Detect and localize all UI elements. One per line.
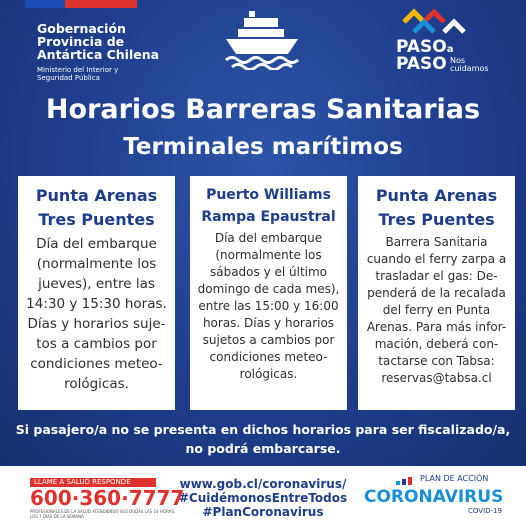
gov-line-3: Antártica Chilena xyxy=(37,47,160,62)
paso-a-paso-logo xyxy=(378,6,508,86)
card-body-line: Día del embarque xyxy=(36,236,157,252)
card-body-line: (normalmente los xyxy=(36,256,157,272)
hashtag-plan-coronavirus[interactable]: #PlanCoronavirus xyxy=(202,505,324,519)
card-title xyxy=(358,184,515,232)
card-body-line: tactarse con Tabsa: xyxy=(378,354,495,368)
card-body-line: domingo de cada mes), xyxy=(197,282,340,296)
card-body-line: entre las 15:00 y 16:00 xyxy=(198,299,339,313)
card-body-line: sábados y el último xyxy=(209,265,328,279)
card-body-line: Barrera Sanitaria xyxy=(385,235,488,249)
phone-number[interactable]: 600·360·7777 xyxy=(30,486,185,510)
page-title: Horarios Barreras Sanitarias xyxy=(45,94,481,125)
card-body-line: condiciones meteo- xyxy=(209,350,328,364)
card-body xyxy=(190,230,347,383)
card-body-line: tos a cambios por xyxy=(36,336,157,352)
note-line: Si pasajero/a no se presenta en dichos horarios para ser fiscalizado/a, xyxy=(15,422,511,437)
card-body-line: (normalmente los xyxy=(215,248,322,262)
gov-title xyxy=(37,22,159,61)
card-title xyxy=(18,184,175,232)
gov-sub-line-2: Seguridad Pública xyxy=(37,74,100,82)
footer-links xyxy=(170,477,356,519)
schedule-card-punta-arenas-1 xyxy=(18,176,175,410)
card-body-line: rológicas. xyxy=(64,376,129,392)
card-body-line: del ferry en Punta xyxy=(382,303,491,317)
chile-flag-bar xyxy=(25,0,137,8)
card-title-line: Punta Arenas xyxy=(35,186,158,205)
card-body-line: jueves), entre las xyxy=(38,276,155,292)
coronavirus-label: CORONAVIRUS xyxy=(364,487,504,507)
fine-print-line: PROFESIONALES DE LA SALUD ATENDIENDO SUS DUDAS LAS 24 HORAS, xyxy=(30,509,176,514)
salud-responde-block xyxy=(30,478,185,519)
card-title-line: Puerto Williams xyxy=(206,187,331,203)
card-body-line: rológicas. xyxy=(239,367,298,381)
ship-icon xyxy=(222,8,302,70)
covid-label: COVID-19 xyxy=(468,507,502,515)
card-body-line: penderá de la recalada xyxy=(367,286,506,300)
card-body-line: Días y horarios suje- xyxy=(27,316,166,332)
gov-line-2: Provincia de xyxy=(37,34,125,49)
gob-url-link[interactable]: www.gob.cl/coronavirus/ xyxy=(179,477,347,491)
schedule-card-puerto-williams xyxy=(190,176,347,410)
salud-responde-tag: LLAME A SALUD RESPONDE xyxy=(30,478,156,487)
card-title-line: Punta Arenas xyxy=(375,186,498,205)
card-body xyxy=(18,234,175,394)
page-subtitle: Terminales marítimos xyxy=(123,134,403,160)
gobernacion-logo xyxy=(25,0,160,95)
warning-note xyxy=(0,420,526,458)
card-title-line: Tres Puentes xyxy=(378,210,495,229)
schedule-card-punta-arenas-2 xyxy=(358,176,515,410)
plan-bars-icon xyxy=(396,476,416,485)
fine-print-line: LOS 7 DÍAS DE LA SEMANA xyxy=(30,514,84,519)
card-body-email[interactable]: reservas@tabsa.cl xyxy=(381,371,492,385)
paso-chevrons-icon xyxy=(400,8,470,36)
card-body-line: trasladar el gas: De- xyxy=(375,269,498,283)
card-body-line: sujetos a cambios por xyxy=(202,333,335,347)
gov-line-1: Gobernación xyxy=(37,21,126,36)
hashtag-cuidemonos[interactable]: #CuidémonosEntreTodos xyxy=(178,491,348,505)
paso-line-2: PASO xyxy=(396,54,447,74)
card-title xyxy=(190,184,347,228)
card-title-line: Tres Puentes xyxy=(38,210,155,229)
gov-sub-line-1: Ministerio del Interior y xyxy=(37,66,119,74)
note-line: no podrá embarcarse. xyxy=(185,441,341,456)
card-body xyxy=(358,234,515,387)
card-body-line: mación, deberá con- xyxy=(374,337,499,351)
plan-de-accion-label: PLAN DE ACCIÓN xyxy=(420,474,489,483)
card-body-line: condiciones meteo- xyxy=(30,356,163,372)
card-body-line: 14:30 y 15:30 horas. xyxy=(26,296,167,312)
card-body-line: Arenas. Para más infor- xyxy=(366,320,507,334)
card-body-line: Día del embarque xyxy=(214,231,323,245)
paso-nos-cuidamos: Nos cuidamos xyxy=(450,56,489,73)
gov-subtitle xyxy=(37,66,118,82)
card-body-line: horas. Días y horarios xyxy=(202,316,335,330)
card-body-line: cuando el ferry zarpa a xyxy=(366,252,507,266)
card-title-line: Rampa Epaustral xyxy=(201,209,336,225)
paso-line-1: PASOa xyxy=(396,37,454,57)
